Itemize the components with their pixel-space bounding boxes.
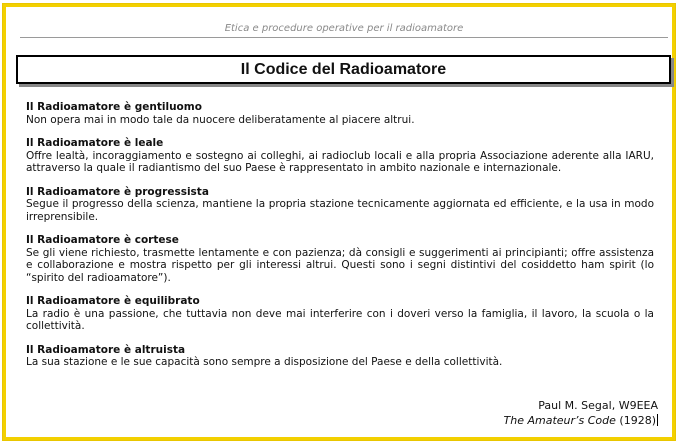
section-heading: Il Radioamatore è progressista — [26, 185, 209, 198]
section-altruistic — [26, 344, 654, 369]
signature-block — [504, 398, 658, 428]
section-heading: Il Radioamatore è altruista — [26, 343, 186, 356]
section-progressive — [26, 186, 654, 224]
section-text: La sua stazione e le sue capacità sono sempre a disposizione del Paese e della collettività. — [26, 356, 503, 368]
text-cursor — [657, 414, 658, 426]
section-text: Non opera mai in modo tale da nuocere deliberatamente al piacere altrui. — [26, 113, 415, 126]
section-courteous — [26, 234, 654, 284]
signature-author: Paul M. Segal, W9EEA — [538, 399, 658, 412]
section-heading: Il Radioamatore è cortese — [26, 234, 179, 246]
running-header: Etica e procedure operative per il radioamatore — [20, 23, 668, 38]
page-title: Il Codice del Radioamatore — [240, 60, 447, 78]
source-year: (1928) — [619, 414, 656, 427]
section-gentleman — [26, 101, 654, 126]
section-text: La radio è una passione, che tuttavia non deve mai interferire con i doveri verso la famiglia, il lavoro, la scuola o la collettività. — [26, 307, 654, 332]
section-text: Offre lealtà, incoraggiamento e sostegno ai colleghi, ai radioclub locali e alla propria Associazione aderente alla IARU, attraverso la quale il radiantismo del suo Paese è rappresentato in ambito nazionale e internazionale. — [26, 149, 654, 174]
section-text: Se gli viene richiesto, trasmette lentamente e con pazienza; dà consigli e suggerimenti ai principianti; offre assistenza e collaborazione e mostra rispetto per gli interessi altrui. Questi sono i segni distintivi del cosiddetto ham spirit (lo “spirito del radioamatore”). — [26, 246, 654, 284]
section-text: Segue il progresso della scienza, mantiene la propria stazione tecnicamente aggiornata ed efficiente, e la usa in modo irreprensibile. — [26, 198, 654, 223]
section-loyal — [26, 137, 654, 175]
code-sections — [26, 101, 654, 380]
section-balanced — [26, 295, 654, 333]
source-title: The Amateur’s Code — [503, 414, 616, 427]
section-heading: Il Radioamatore è leale — [26, 137, 164, 149]
signature-source — [504, 413, 658, 428]
section-heading: Il Radioamatore è gentiluomo — [26, 101, 202, 113]
page-title-box — [16, 55, 671, 84]
section-heading: Il Radioamatore è equilibrato — [26, 295, 200, 307]
